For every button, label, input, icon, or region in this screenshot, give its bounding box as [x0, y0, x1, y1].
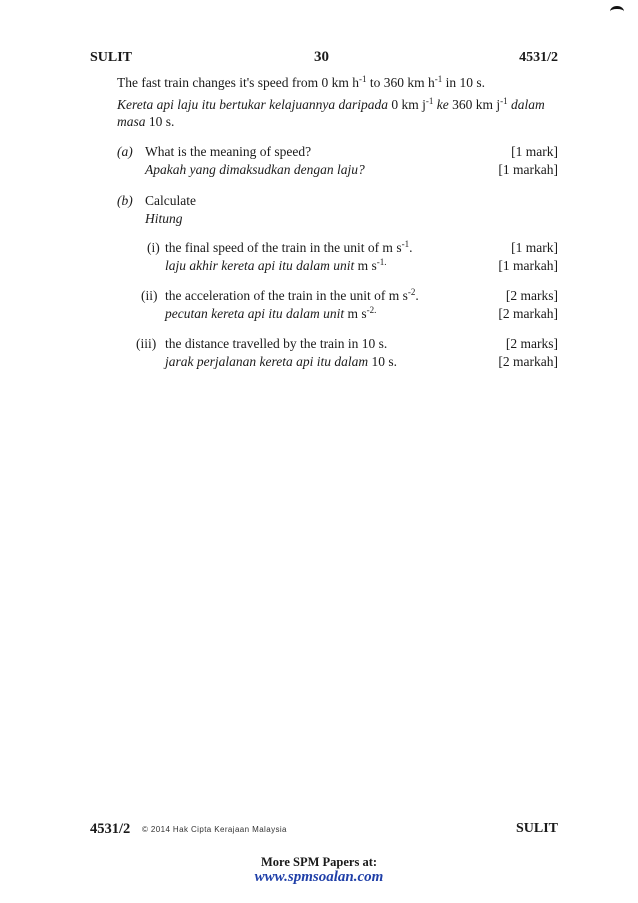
sub-question-i-marks-english: [1 mark] [511, 240, 558, 255]
footer-copyright: © 2014 Hak Cipta Kerajaan Malaysia [142, 825, 287, 834]
sub-question-ii-english: the acceleration of the train in the unit of m $s^{-2}$. [165, 287, 419, 303]
header-classification: SULIT [90, 50, 133, 65]
sub-question-ii-marks-malay: [2 markah] [498, 306, 558, 321]
promo-website-link[interactable]: www.spmsoalan.com [254, 869, 384, 885]
sub-question-i-marks-malay: [1 markah] [498, 258, 558, 273]
sub-question-ii-label: (ii) [141, 288, 158, 303]
part-b-label: (b) [117, 193, 133, 208]
part-a-label: (a) [117, 144, 133, 159]
part-a-marks-english: [1 mark] [511, 144, 558, 159]
footer-paper-code: 4531/2 [90, 821, 131, 837]
sub-question-i-english: the final speed of the train in the unit of m $s^{-1}$. [165, 239, 413, 255]
page-corner-mark [610, 6, 624, 17]
sub-question-iii-english: the distance travelled by the train in 10 s. [165, 336, 388, 351]
part-b-instruction-malay: Hitung [145, 211, 183, 226]
page-number: 30 [314, 49, 329, 65]
sub-question-iii-malay: jarak perjalanan kereta api itu dalam 10 s. [165, 354, 397, 369]
part-a-question-malay: Apakah yang dimaksudkan dengan laju? [145, 162, 365, 177]
part-a-marks-malay: [1 markah] [498, 162, 558, 177]
sub-question-iii-marks-english: [2 marks] [505, 336, 558, 351]
sub-question-iii-marks-malay: [2 markah] [498, 354, 558, 369]
sub-question-iii-label: (iii) [136, 336, 157, 351]
intro-malay-line1: Kereta api laju itu bertukar kelajuannya daripada 0 km $j^{-1}$ ke 360 km $j^{-1}$ dalam [117, 96, 545, 112]
intro-english: The fast train changes it's speed from 0 km $h^{-1}$ to 360 km $h^{-1}$ in 10 s. [117, 74, 486, 90]
sub-question-i-malay: laju akhir kereta api itu dalam unit m $s^{-1.}$ [165, 257, 387, 273]
sub-question-i-label: (i) [147, 240, 160, 255]
part-b-instruction-english: Calculate [145, 193, 196, 208]
header-paper-code: 4531/2 [519, 50, 558, 65]
promo-text: More SPM Papers at: [260, 855, 378, 869]
footer-classification: SULIT [515, 821, 558, 836]
sub-question-ii-marks-english: [2 marks] [505, 288, 558, 303]
sub-question-ii-malay: pecutan kereta api itu dalam unit m $s^{-2.}$ [165, 305, 377, 321]
intro-malay-line2: masa 10 s. [117, 114, 175, 129]
part-a-question-english: What is the meaning of speed? [145, 144, 312, 159]
